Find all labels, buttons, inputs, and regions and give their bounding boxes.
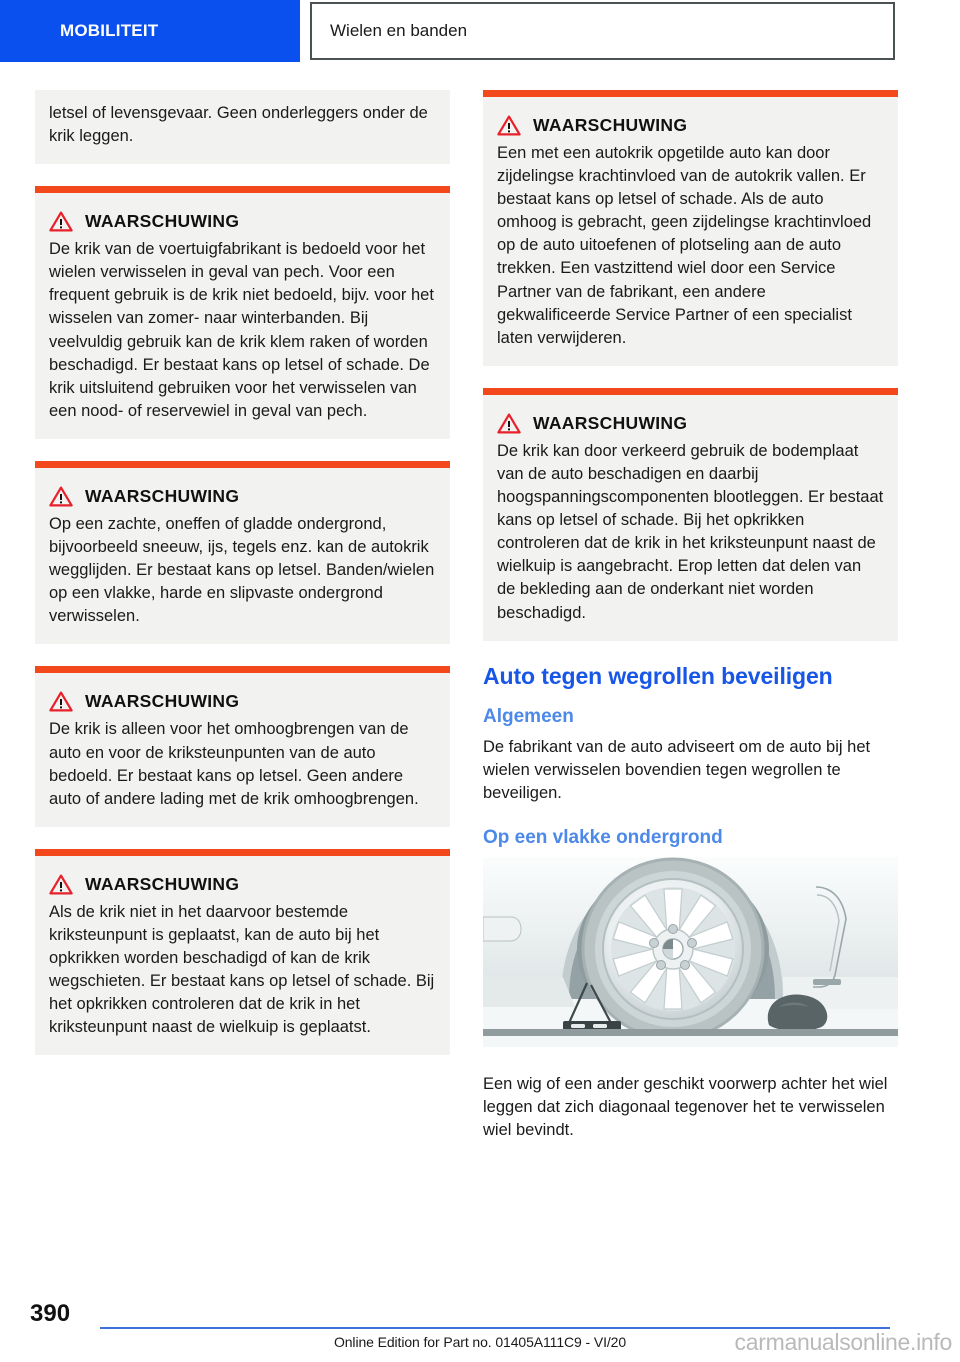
warning-title: WAARSCHUWING [85, 691, 240, 712]
header-section-tab [310, 2, 895, 60]
warning-top-rule [35, 461, 450, 468]
paragraph-wig: Een wig of een ander geschikt voorwerp achter het wiel leggen dat zich diagonaal tegenover het te verwisselen wiel bevindt. [483, 1074, 888, 1140]
warning-triangle-icon [49, 486, 73, 507]
warning-title: WAARSCHUWING [85, 873, 240, 894]
paragraph-algemeen: De fabrikant van de auto adviseert om de auto bij het wielen verwisselen bovendien tegen wegrollen te beveiligen. [483, 737, 871, 802]
warning-title: WAARSCHUWING [85, 485, 240, 506]
warning-box [35, 673, 450, 826]
warning-text: Als de krik niet in het daarvoor bestemde kriksteunpunt is geplaatst, kan de auto bij het opkrikken worden beschadigd of kan de krik wegschieten. Er bestaat kans op letsel of schade. Bij het opkrikken controleren dat de krik in het kriksteunpunt naast de wielkuip is geplaatst. [49, 902, 435, 1037]
warning-block [35, 666, 450, 826]
section-heading: Auto tegen wegrollen beveiligen [483, 662, 833, 689]
warning-top-rule [483, 90, 898, 97]
left-column [35, 90, 450, 1077]
right-column [483, 90, 898, 1164]
warning-title: WAARSCHUWING [85, 211, 240, 232]
continued-warning-text: letsel of levensgevaar. Geen onderleggers onder de krik leggen. [49, 104, 428, 146]
warning-text: De krik van de voertuigfabrikant is bedoeld voor het wielen verwisselen in geval van pech. Voor een frequent gebruik is de krik niet bedoeld, bijv. voor het wisselen van zomer- naar winterbanden. Bij veelvuldig gebruik kan de krik klem raken of worden beschadigd. Er bestaat kans op letsel of schade. De krik uitsluitend gebruiken voor het verwisselen van een nood- of reservewiel in geval van pech. [49, 240, 434, 420]
warning-header [49, 486, 436, 507]
page-footer [0, 1282, 960, 1362]
header-section-label: Wielen en banden [330, 21, 468, 40]
warning-block [483, 388, 898, 641]
continued-warning-box [35, 90, 450, 164]
warning-triangle-icon [497, 115, 521, 136]
warning-header [497, 413, 884, 434]
page-content [0, 90, 960, 1280]
header-chapter-tab [0, 0, 300, 62]
warning-text: De krik is alleen voor het omhoogbrengen van de auto en voor de kriksteunpunten van de auto bedoeld. Er bestaat kans op letsel. Geen andere auto of andere lading met de krik omhoogbrengen. [49, 720, 419, 808]
warning-text: Een met een autokrik opgetilde auto kan door zijdelingse krachtinvloed van de autokrik vallen. Er bestaat kans op letsel of schade. Als de auto omhoog is gebracht, geen zijdelingse krachtinvloed op de auto uitoefenen of plotseling aan de auto trekken. Een vastzittend wiel door een Service Partner van de fabrikant, een andere gekwalificeerde Service Partner of een specialist laten verwijderen. [497, 144, 872, 347]
warning-title: WAARSCHUWING [533, 115, 688, 135]
wheel-jack-chock-figure [483, 857, 898, 1047]
warning-box [483, 395, 898, 641]
page-number: 390 [30, 1300, 71, 1327]
warning-box [35, 468, 450, 644]
page-header [0, 0, 960, 68]
warning-triangle-icon [49, 211, 73, 232]
warning-header [49, 874, 436, 895]
header-chapter-label: MOBILITEIT [60, 21, 159, 40]
warning-box [35, 856, 450, 1056]
warning-top-rule [35, 666, 450, 673]
warning-box [483, 97, 898, 366]
warning-block [35, 461, 450, 644]
warning-triangle-icon [49, 874, 73, 895]
warning-triangle-icon [497, 413, 521, 434]
warning-top-rule [35, 186, 450, 193]
wheel-illustration-svg [483, 857, 898, 1047]
edition-note: Online Edition for Part no. 01405A111C9 - VI/20 [333, 1334, 627, 1350]
subheading-algemeen: Algemeen [483, 705, 574, 727]
warning-title: WAARSCHUWING [533, 412, 688, 433]
warning-triangle-icon [49, 691, 73, 712]
warning-top-rule [35, 849, 450, 856]
warning-block [35, 186, 450, 439]
warning-block [483, 90, 898, 366]
warning-header [49, 691, 436, 712]
site-watermark: carmanualsonline.info [734, 1329, 952, 1355]
warning-header [49, 211, 436, 232]
warning-top-rule [483, 388, 898, 395]
subheading-vlakke-ondergrond: Op een vlakke ondergrond [483, 826, 723, 848]
warning-box [35, 193, 450, 439]
warning-header [497, 115, 884, 136]
warning-text: De krik kan door verkeerd gebruik de bodemplaat van de auto beschadigen en daarbij hoogspanningscomponenten blootleggen. Er bestaat kans op letsel of schade. Bij het opkrikken controleren dat de krik in het kriksteunpunt naast de wielkuip is aangebracht. Erop letten dat delen van de bekleding aan de onderkant niet worden beschadigd. [497, 441, 884, 622]
warning-text: Op een zachte, oneffen of gladde ondergrond, bijvoorbeeld sneeuw, ijs, tegels enz. kan de autokrik wegglijden. Er bestaat kans op letsel. Banden/wielen op een vlakke, harde en slipvaste ondergrond verwisselen. [49, 514, 435, 626]
warning-block [35, 849, 450, 1056]
